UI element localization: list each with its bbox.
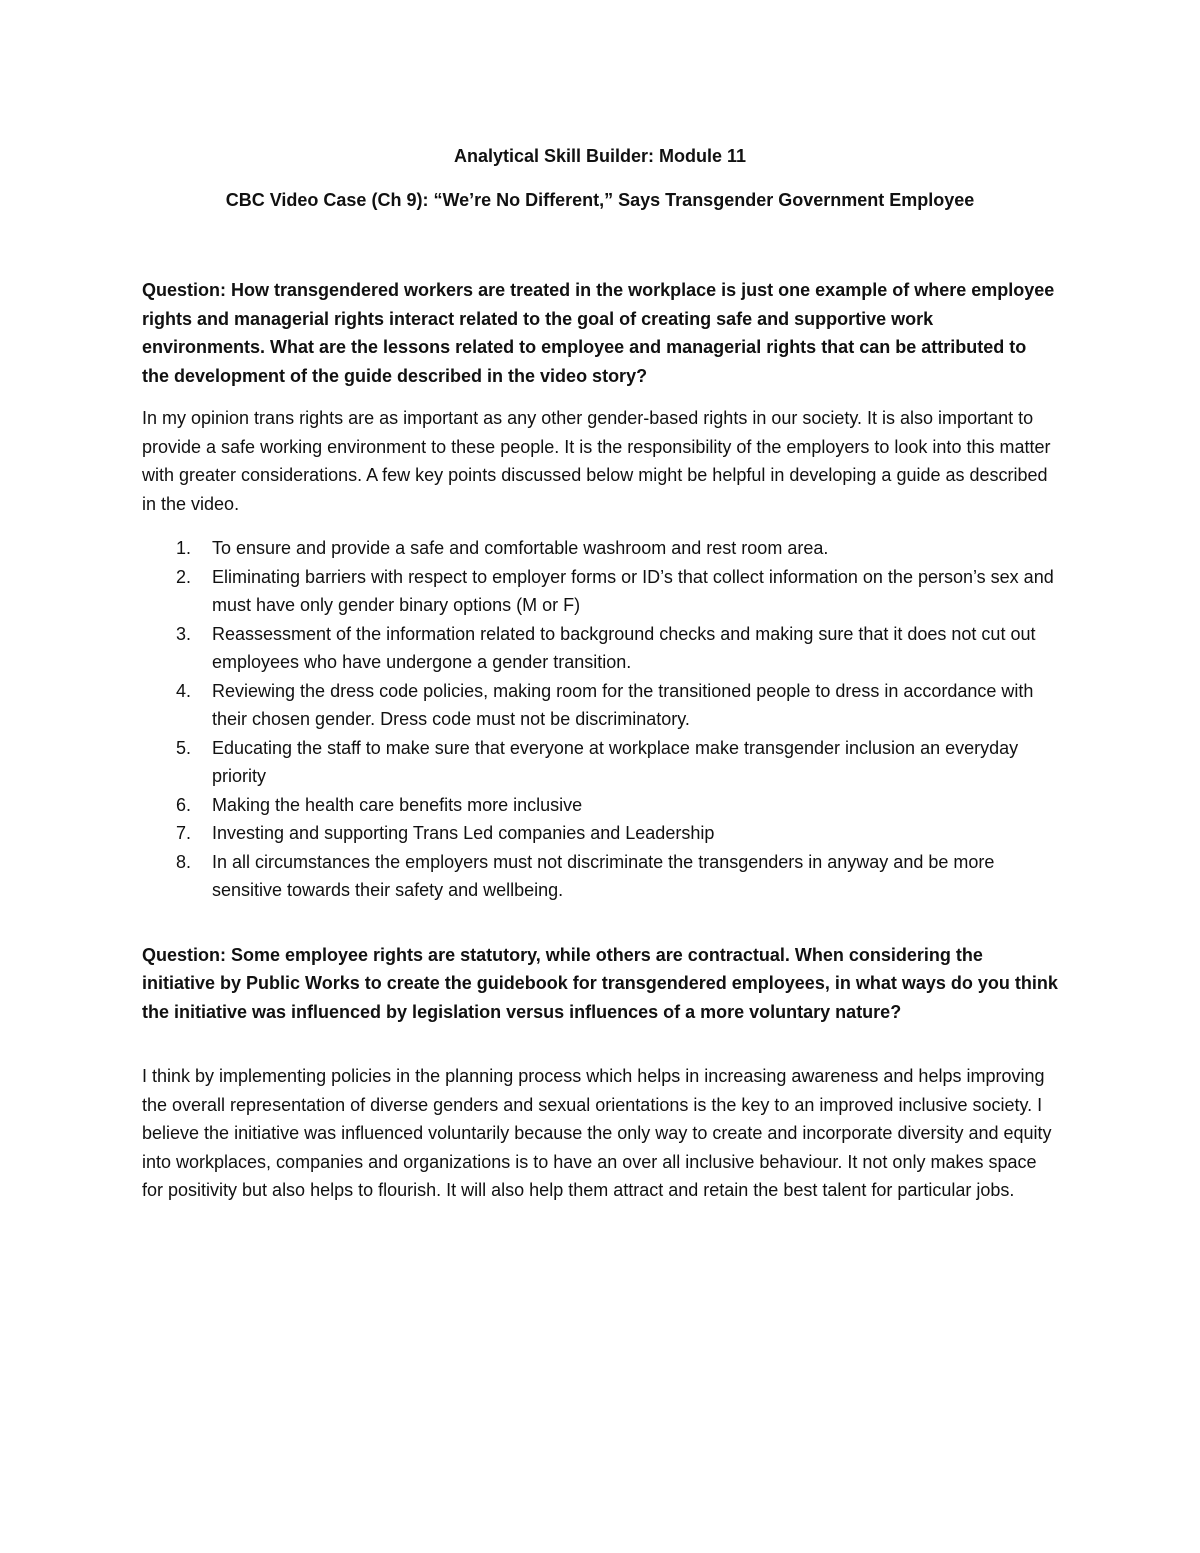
list-item: [142, 791, 1058, 820]
list-item-number: 8.: [176, 851, 192, 872]
list-item: [142, 620, 1058, 677]
document-subtitle: CBC Video Case (Ch 9): “We’re No Different,” Says Transgender Government Employee: [225, 190, 975, 210]
list-item-text: Investing and supporting Trans Led companies and Leadership: [212, 823, 715, 843]
list-item-number: 3.: [176, 623, 192, 644]
list-item-text: Making the health care benefits more inclusive: [212, 794, 583, 815]
list-item: [142, 563, 1058, 620]
list-item-text: Reassessment of the information related to background checks and making sure that it does not cut out employees who have undergone a gender transition.: [212, 623, 1036, 672]
list-item: [142, 819, 1058, 848]
question-1: Question: How transgendered workers are treated in the workplace is just one example of where employee rights and managerial rights interact related to the goal of creating safe and supportive work environments. What are the lessons related to employee and managerial rights that can be attributed to the development of the guide described in the video story?: [142, 280, 1055, 386]
answer-2-paragraph: I think by implementing policies in the planning process which helps in increasing awareness and helps improving the overall representation of diverse genders and sexual orientations is the key to an improved inclusive society. I believe the initiative was influenced voluntarily because the only way to create and incorporate diversity and equity into workplaces, companies and organizations is to have an over all inclusive behaviour. It not only makes space for positivity but also helps to flourish. It will also help them attract and retain the best talent for particular jobs.: [142, 1066, 1052, 1200]
list-item-number: 2.: [176, 566, 192, 587]
document-body: [142, 142, 1058, 1205]
list-item: [142, 677, 1058, 734]
list-item-number: 6.: [176, 794, 192, 815]
key-points-list: [142, 534, 1058, 905]
list-item-text: Reviewing the dress code policies, making room for the transitioned people to dress in accordance with their chosen gender. Dress code must not be discriminatory.: [212, 680, 1034, 729]
list-item-text: To ensure and provide a safe and comfortable washroom and rest room area.: [212, 538, 829, 558]
list-item-number: 7.: [176, 823, 192, 843]
answer-1-paragraph: In my opinion trans rights are as important as any other gender-based rights in our society. It is also important to provide a safe working environment to these people. It is the responsibility of the employers to look into this matter with greater considerations. A few key points discussed below might be helpful in developing a guide as described in the video.: [142, 408, 1051, 514]
list-item-number: 4.: [176, 680, 192, 701]
list-item: [142, 848, 1058, 905]
document-title: Analytical Skill Builder: Module 11: [453, 146, 747, 166]
list-item: [142, 734, 1058, 791]
list-item-number: 5.: [176, 737, 192, 758]
question-2: Question: Some employee rights are statutory, while others are contractual. When considering the initiative by Public Works to create the guidebook for transgendered employees, in what ways do you think the initiative was influenced by legislation versus influences of a more voluntary nature?: [142, 944, 1058, 1022]
list-item-number: 1.: [176, 538, 192, 558]
list-item-text: In all circumstances the employers must not discriminate the transgenders in anyway and be more sensitive towards their safety and wellbeing.: [212, 851, 995, 900]
list-item-text: Eliminating barriers with respect to employer forms or ID’s that collect information on the person’s sex and must have only gender binary options (M or F): [212, 566, 1054, 615]
list-item-text: Educating the staff to make sure that everyone at workplace make transgender inclusion an everyday priority: [212, 737, 1019, 786]
list-item: [142, 534, 1058, 563]
